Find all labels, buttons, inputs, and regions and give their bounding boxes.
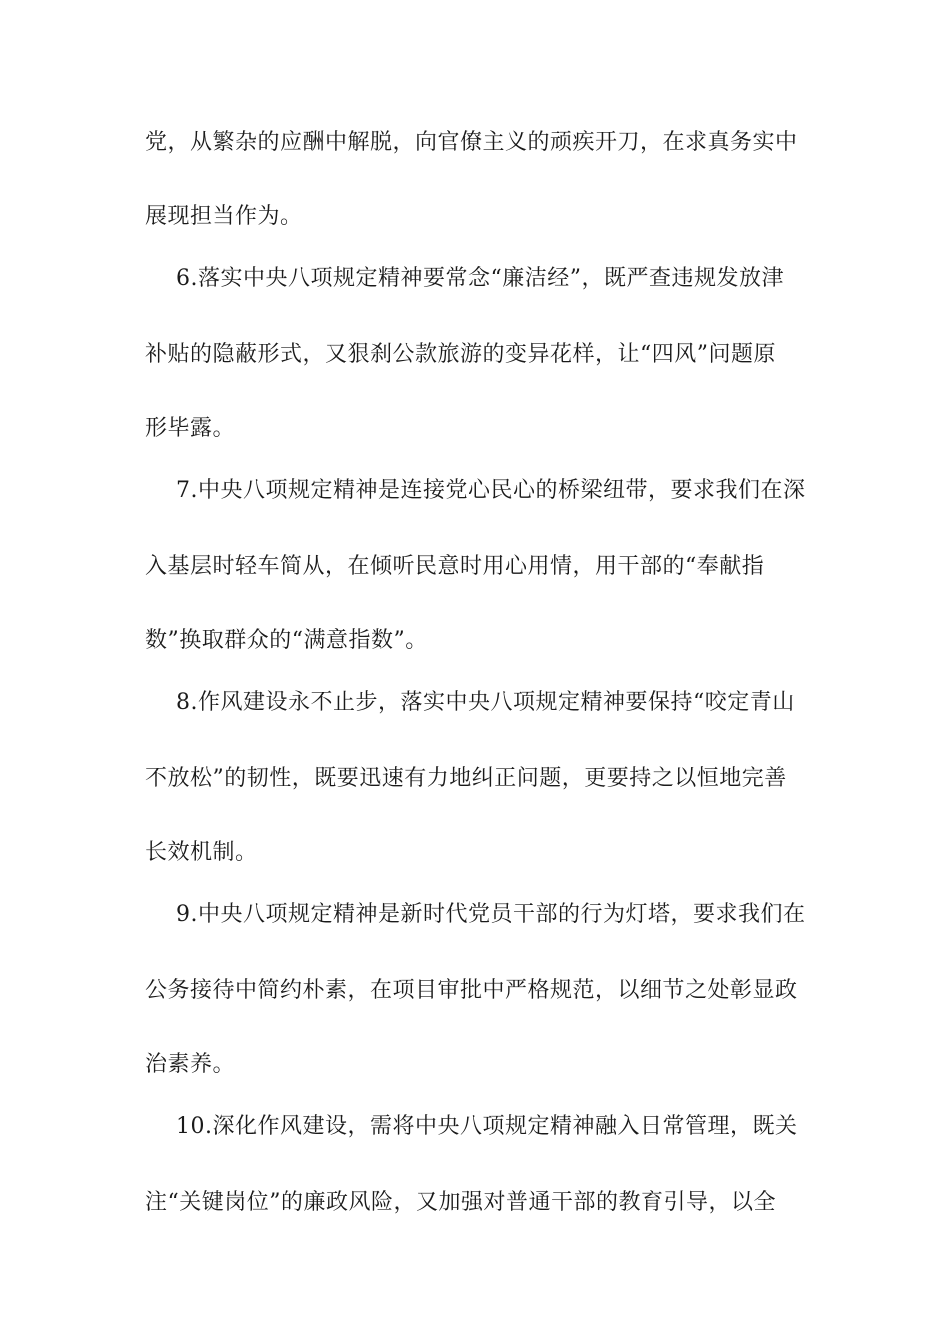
paragraph-6-start: 6.落实中央八项规定精神要常念“廉洁经”，既严查违规发放津 xyxy=(176,266,784,291)
text-line: 注“关键岗位”的廉政风险，又加强对普通干部的教育引导，以全 xyxy=(145,1190,776,1215)
paragraph-8-start: 8.作风建设永不止步，落实中央八项规定精神要保持“咬定青山 xyxy=(176,690,795,715)
paragraph-7-start: 7.中央八项规定精神是连接党心民心的桥梁纽带，要求我们在深 xyxy=(176,478,806,503)
text-line: 展现担当作为。 xyxy=(145,204,303,229)
text-line: 长效机制。 xyxy=(145,840,258,865)
text-line: 公务接待中简约朴素，在项目审批中严格规范，以细节之处彰显政 xyxy=(145,978,798,1003)
text-line: 入基层时轻车简从，在倾听民意时用心用情，用干部的“奉献指 xyxy=(145,554,765,579)
text-line: 不放松”的韧性，既要迅速有力地纠正问题，更要持之以恒地完善 xyxy=(145,766,787,791)
paragraph-10-start: 10.深化作风建设，需将中央八项规定精神融入日常管理，既关 xyxy=(176,1114,798,1139)
text-line: 治素养。 xyxy=(145,1052,236,1077)
paragraph-9-start: 9.中央八项规定精神是新时代党员干部的行为灯塔，要求我们在 xyxy=(176,902,806,927)
text-line: 数”换取群众的“满意指数”。 xyxy=(145,628,428,653)
text-line: 党，从繁杂的应酬中解脱，向官僚主义的顽疾开刀，在求真务实中 xyxy=(145,130,798,155)
text-line: 补贴的隐蔽形式，又狠刹公款旅游的变异花样，让“四风”问题原 xyxy=(145,342,776,367)
text-line: 形毕露。 xyxy=(145,416,236,441)
